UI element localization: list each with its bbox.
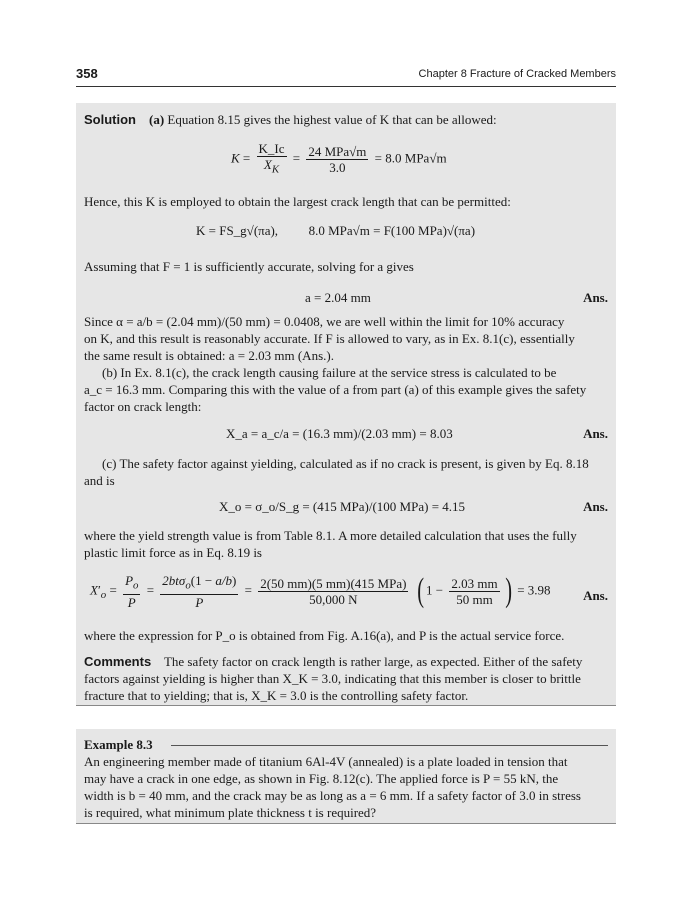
comments-heading: Comments xyxy=(84,654,152,669)
example-title: Example 8.3 xyxy=(84,737,153,752)
chapter-title: Chapter 8 Fracture of Cracked Members xyxy=(418,68,616,80)
comments-line-1: Comments The safety factor on crack length is rather large, as expected. Either of the safety xyxy=(84,654,583,669)
text-hence: Hence, this K is employed to obtain the largest crack length that can be permitted: xyxy=(84,194,511,209)
equation-4: X_a = a_c/a = (16.3 mm)/(2.03 mm) = 8.03 xyxy=(226,426,453,441)
equation-3: a = 2.04 mm xyxy=(305,290,371,305)
ans-label-3: Ans. xyxy=(583,499,608,514)
ans-label-1: Ans. xyxy=(583,290,608,305)
example-rule xyxy=(171,745,608,746)
equation-1: K = $\frac{K\_Ic}{X_K}$ = $\frac{\text{24 MPa√m}}{3.0}$ = 8.0 MPa√m xyxy=(231,141,447,176)
page-header xyxy=(76,66,616,87)
equation-5: X_o = σ_o/S_g = (415 MPa)/(100 MPa) = 4.15 xyxy=(219,499,466,514)
part-a-line: Solution (a) Equation 8.15 gives the highest value of K that can be allowed: xyxy=(84,112,497,127)
text-assuming: Assuming that F = 1 is sufficiently accurate, solving for a gives xyxy=(84,259,414,274)
equation-2: K = FS_g√(πa), 8.0 MPa√m = F(100 MPa)√(πa) xyxy=(196,223,476,238)
solution-box: Solution (a) Equation 8.15 gives the highest value of K that can be allowed: K = $\frac{K\_Ic}{X_K}$ = $\frac{\text{24 MPa√m}}{3.0}$ = 8.0 MPa√m Hence, this K is employed to obtain the largest crack length that can be permitted: K = FS_g√(πa), 8.0 MPa√m = F(100 MPa)√(πa) Assuming that F = 1 is sufficiently accurate, solving for a gives a = 2.04 mm Ans. Since α = a/b = (2.04 mm)/(50 mm) = 0.0408, we are well within the limit for 10% accuracy on K, and this result is reasonably accurate. If F is allowed to vary, as in Ex. 8.1(c), essentially the same result is obtained: a = 2.03 mm (Ans.). (b) In Ex. 8.1(c), the crack length causing failure at the service stress is calculated to be a_c = 16.3 mm. Comparing this with the value of a from part (a) of this example gives the safety factor on crack length: X_a = a_c/a = (16.3 mm)/(2.03 mm) = 8.03 Ans. (c) The safety factor against yielding, calculated as if no crack is present, is given by Eq. 8.18 and is X_o = σ_o/S_g = (415 MPa)/(100 MPa) = 4.15 Ans. where the yield strength value is from Table 8.1. A more detailed calculation that uses the fully plastic limit force as in Eq. 8.19 is $X'_o$ = $\frac{P_o}{P}$ = $\frac{2bt\sigma_o(1 - a/b)}{P}$ = $\frac{\text{2(50 mm)(5 mm)(415 MPa)}}{50,000 N}$ ( 1 − $\frac{2.03 mm}{50 mm}$ ) = 3.98 Ans. where the expression for P_o is obtained from Fig. A.16(a), and P is the actual service force. Comments The safety factor on crack length is rather large, as expected. Either of the safety factors against yielding is higher than X_K = 3.0, indicating that this member is closer to brittle fracture that to yielding; that is, X_K = 3.0 is the controlling safety factor. xyxy=(76,103,616,706)
page-number: 358 xyxy=(76,66,98,81)
ans-label-2: Ans. xyxy=(583,426,608,441)
ans-label-4: Ans. xyxy=(583,588,608,603)
solution-heading: Solution xyxy=(84,112,136,127)
equation-6: $X'_o$ = $\frac{P_o}{P}$ = $\frac{2bt\sigma_o(1 - a/b)}{P}$ = $\frac{\text{2(50 mm)(5 mm)(415 MPa)}}{50,000 N}$ ( 1 − $\frac{2.03 mm}{50 mm}$ ) = 3.98 xyxy=(90,572,551,610)
example-box: Example 8.3 An engineering member made of titanium 6Al-4V (annealed) is a plate loaded in tension that may have a crack in one edge, as shown in Fig. 8.12(c). The applied force is P = 55 kN, the width is b = 40 mm, and the crack may be as long as a = 6 mm. If a safety factor of 3.0 in stress is required, what minimum plate thickness t is required? xyxy=(76,729,616,824)
